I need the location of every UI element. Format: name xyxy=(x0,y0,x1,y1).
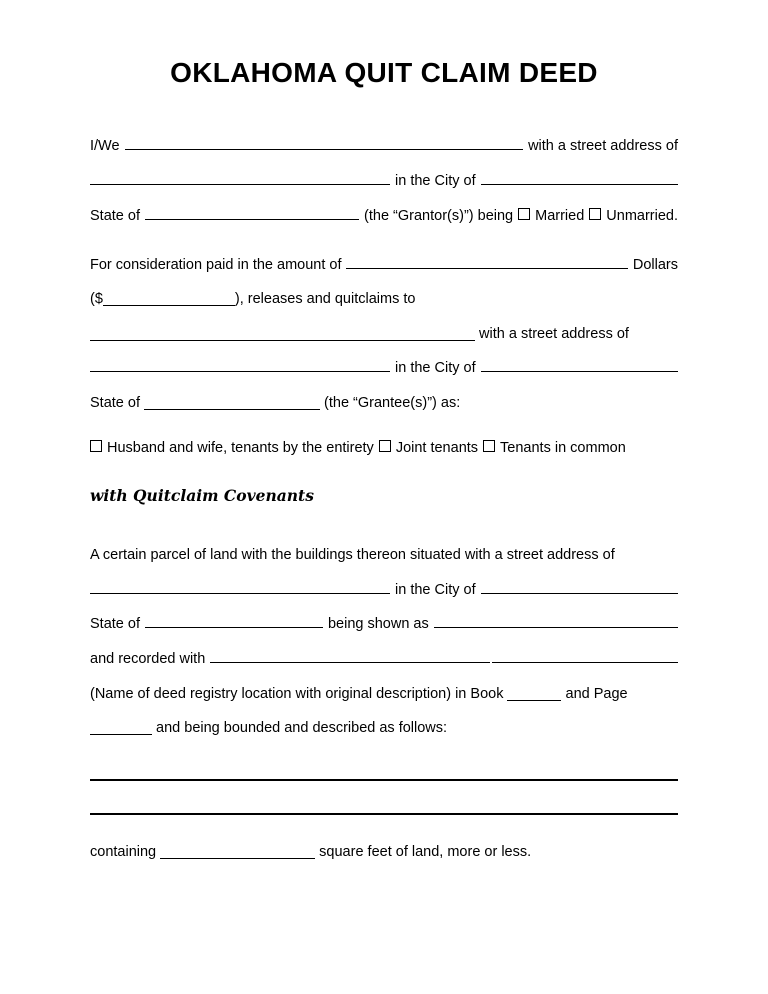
property-line-6 xyxy=(90,718,678,738)
shown-as-label: being shown as xyxy=(327,616,429,632)
grantor-name-field[interactable] xyxy=(125,138,524,150)
grantee-state-label: State of xyxy=(90,395,140,411)
page-number-field[interactable] xyxy=(90,723,152,735)
release-suffix-label: ), releases and quitclaims to xyxy=(234,291,416,307)
registry-name-field-2[interactable] xyxy=(492,651,678,663)
containing-label: containing xyxy=(90,844,157,860)
parcel-intro-line: A certain parcel of land with the buildings thereon situated with a street address of xyxy=(90,547,615,563)
tenancy-options-line xyxy=(90,438,678,458)
legal-description-line-2[interactable] xyxy=(90,813,678,815)
property-street-address-field[interactable] xyxy=(90,582,390,594)
grantee-designation-label: (the “Grantee(s)”) as: xyxy=(324,395,461,411)
recorded-with-label: and recorded with xyxy=(90,651,206,667)
grantor-line-2 xyxy=(90,171,678,191)
grantee-city-field[interactable] xyxy=(481,360,678,372)
grantor-city-label: in the City of xyxy=(395,173,476,189)
grantor-designation-label: (the “Grantor(s)”) being xyxy=(364,208,514,224)
property-line-3 xyxy=(90,614,678,634)
square-feet-label: square feet of land, more or less. xyxy=(319,844,532,860)
property-city-field[interactable] xyxy=(481,582,678,594)
married-checkbox[interactable] xyxy=(518,208,530,220)
property-state-label: State of xyxy=(90,616,140,632)
consideration-line-2 xyxy=(90,289,678,309)
grantee-state-field[interactable] xyxy=(144,398,320,410)
grantee-line-2 xyxy=(90,358,678,378)
grantor-state-field[interactable] xyxy=(145,208,359,220)
grantor-street-address-field[interactable] xyxy=(90,173,390,185)
property-state-field[interactable] xyxy=(145,616,323,628)
legal-description-line-1[interactable] xyxy=(90,779,678,781)
grantee-city-label: in the City of xyxy=(395,360,476,376)
registry-name-field[interactable] xyxy=(210,651,489,663)
unmarried-checkbox[interactable] xyxy=(589,208,601,220)
unmarried-label: Unmarried. xyxy=(606,208,678,224)
property-line-5 xyxy=(90,684,678,704)
grantee-name-field[interactable] xyxy=(90,329,475,341)
joint-tenants-label: Joint tenants xyxy=(395,440,479,456)
dollars-label: Dollars xyxy=(632,257,678,273)
grantee-street-suffix-label: with a street address of xyxy=(479,326,629,342)
husband-wife-checkbox[interactable] xyxy=(90,440,102,452)
consideration-amount-label: For consideration paid in the amount of xyxy=(90,257,342,273)
property-line-4 xyxy=(90,649,678,669)
grantor-street-suffix-label: with a street address of xyxy=(528,138,678,154)
book-number-field[interactable] xyxy=(507,689,561,701)
husband-wife-label: Husband and wife, tenants by the entirety xyxy=(107,440,374,456)
joint-tenants-checkbox[interactable] xyxy=(379,440,391,452)
grantor-state-label: State of xyxy=(90,208,140,224)
property-city-label: in the City of xyxy=(395,582,476,598)
amount-numeric-prefix-label: ($ xyxy=(90,291,103,307)
grantor-line-3 xyxy=(90,206,678,226)
covenant-heading: with Quitclaim Covenants xyxy=(90,486,314,505)
amount-numeric-field[interactable] xyxy=(103,294,235,306)
tenants-in-common-checkbox[interactable] xyxy=(483,440,495,452)
property-line-2 xyxy=(90,580,678,600)
registry-note-label: (Name of deed registry location with original description) in Book xyxy=(90,686,504,702)
bounded-label: and being bounded and described as follows: xyxy=(156,720,448,736)
page-title: OKLAHOMA QUIT CLAIM DEED xyxy=(170,57,598,88)
grantor-intro-label: I/We xyxy=(90,138,120,154)
amount-words-field[interactable] xyxy=(346,257,627,269)
and-page-label: and Page xyxy=(565,686,628,702)
grantee-street-address-field[interactable] xyxy=(90,360,390,372)
shown-as-field[interactable] xyxy=(434,616,678,628)
square-feet-field[interactable] xyxy=(160,847,315,859)
grantor-line-1 xyxy=(90,136,678,156)
grantee-line-3 xyxy=(90,393,678,413)
containing-line xyxy=(90,842,678,862)
married-label: Married xyxy=(535,208,585,224)
grantor-city-field[interactable] xyxy=(481,173,678,185)
grantee-line-1 xyxy=(90,324,678,344)
consideration-line-1 xyxy=(90,255,678,275)
tenants-in-common-label: Tenants in common xyxy=(500,440,626,456)
